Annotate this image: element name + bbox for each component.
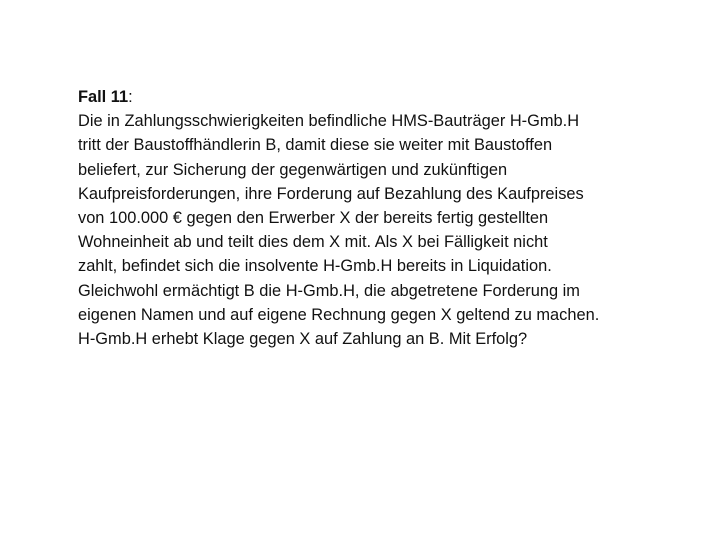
body-line-5: von 100.000 € gegen den Erwerber X der bereits fertig gestellten (78, 209, 549, 228)
body-line-2: tritt der Baustoffhändlerin B, damit diese sie weiter mit Baustoffen (78, 136, 553, 155)
body-line-3: beliefert, zur Sicherung der gegenwärtigen und zukünftigen (78, 160, 508, 179)
body-line-8: Gleichwohl ermächtigt B die H-Gmb.H, die abgetretene Forderung im (78, 281, 580, 300)
case-heading-label: Fall 11 (78, 88, 129, 106)
body-line-9: eigenen Namen und auf eigene Rechnung gegen X geltend zu machen. (78, 305, 600, 324)
body-line-10: H-Gmb.H erhebt Klage gegen X auf Zahlung an B. Mit Erfolg? (78, 330, 528, 349)
body-line-4: Kaufpreisforderungen, ihre Forderung auf Bezahlung des Kaufpreises (78, 184, 584, 203)
case-heading (78, 85, 678, 109)
case-text-block (78, 85, 678, 351)
body-line-1: Die in Zahlungsschwierigkeiten befindliche HMS-Bauträger H-Gmb.H (78, 112, 580, 131)
case-heading-colon: : (128, 88, 133, 106)
body-line-7: zahlt, befindet sich die insolvente H-Gmb.H bereits in Liquidation. (78, 257, 552, 276)
body-line-6: Wohneinheit ab und teilt dies dem X mit. Als X bei Fälligkeit nicht (78, 233, 548, 252)
